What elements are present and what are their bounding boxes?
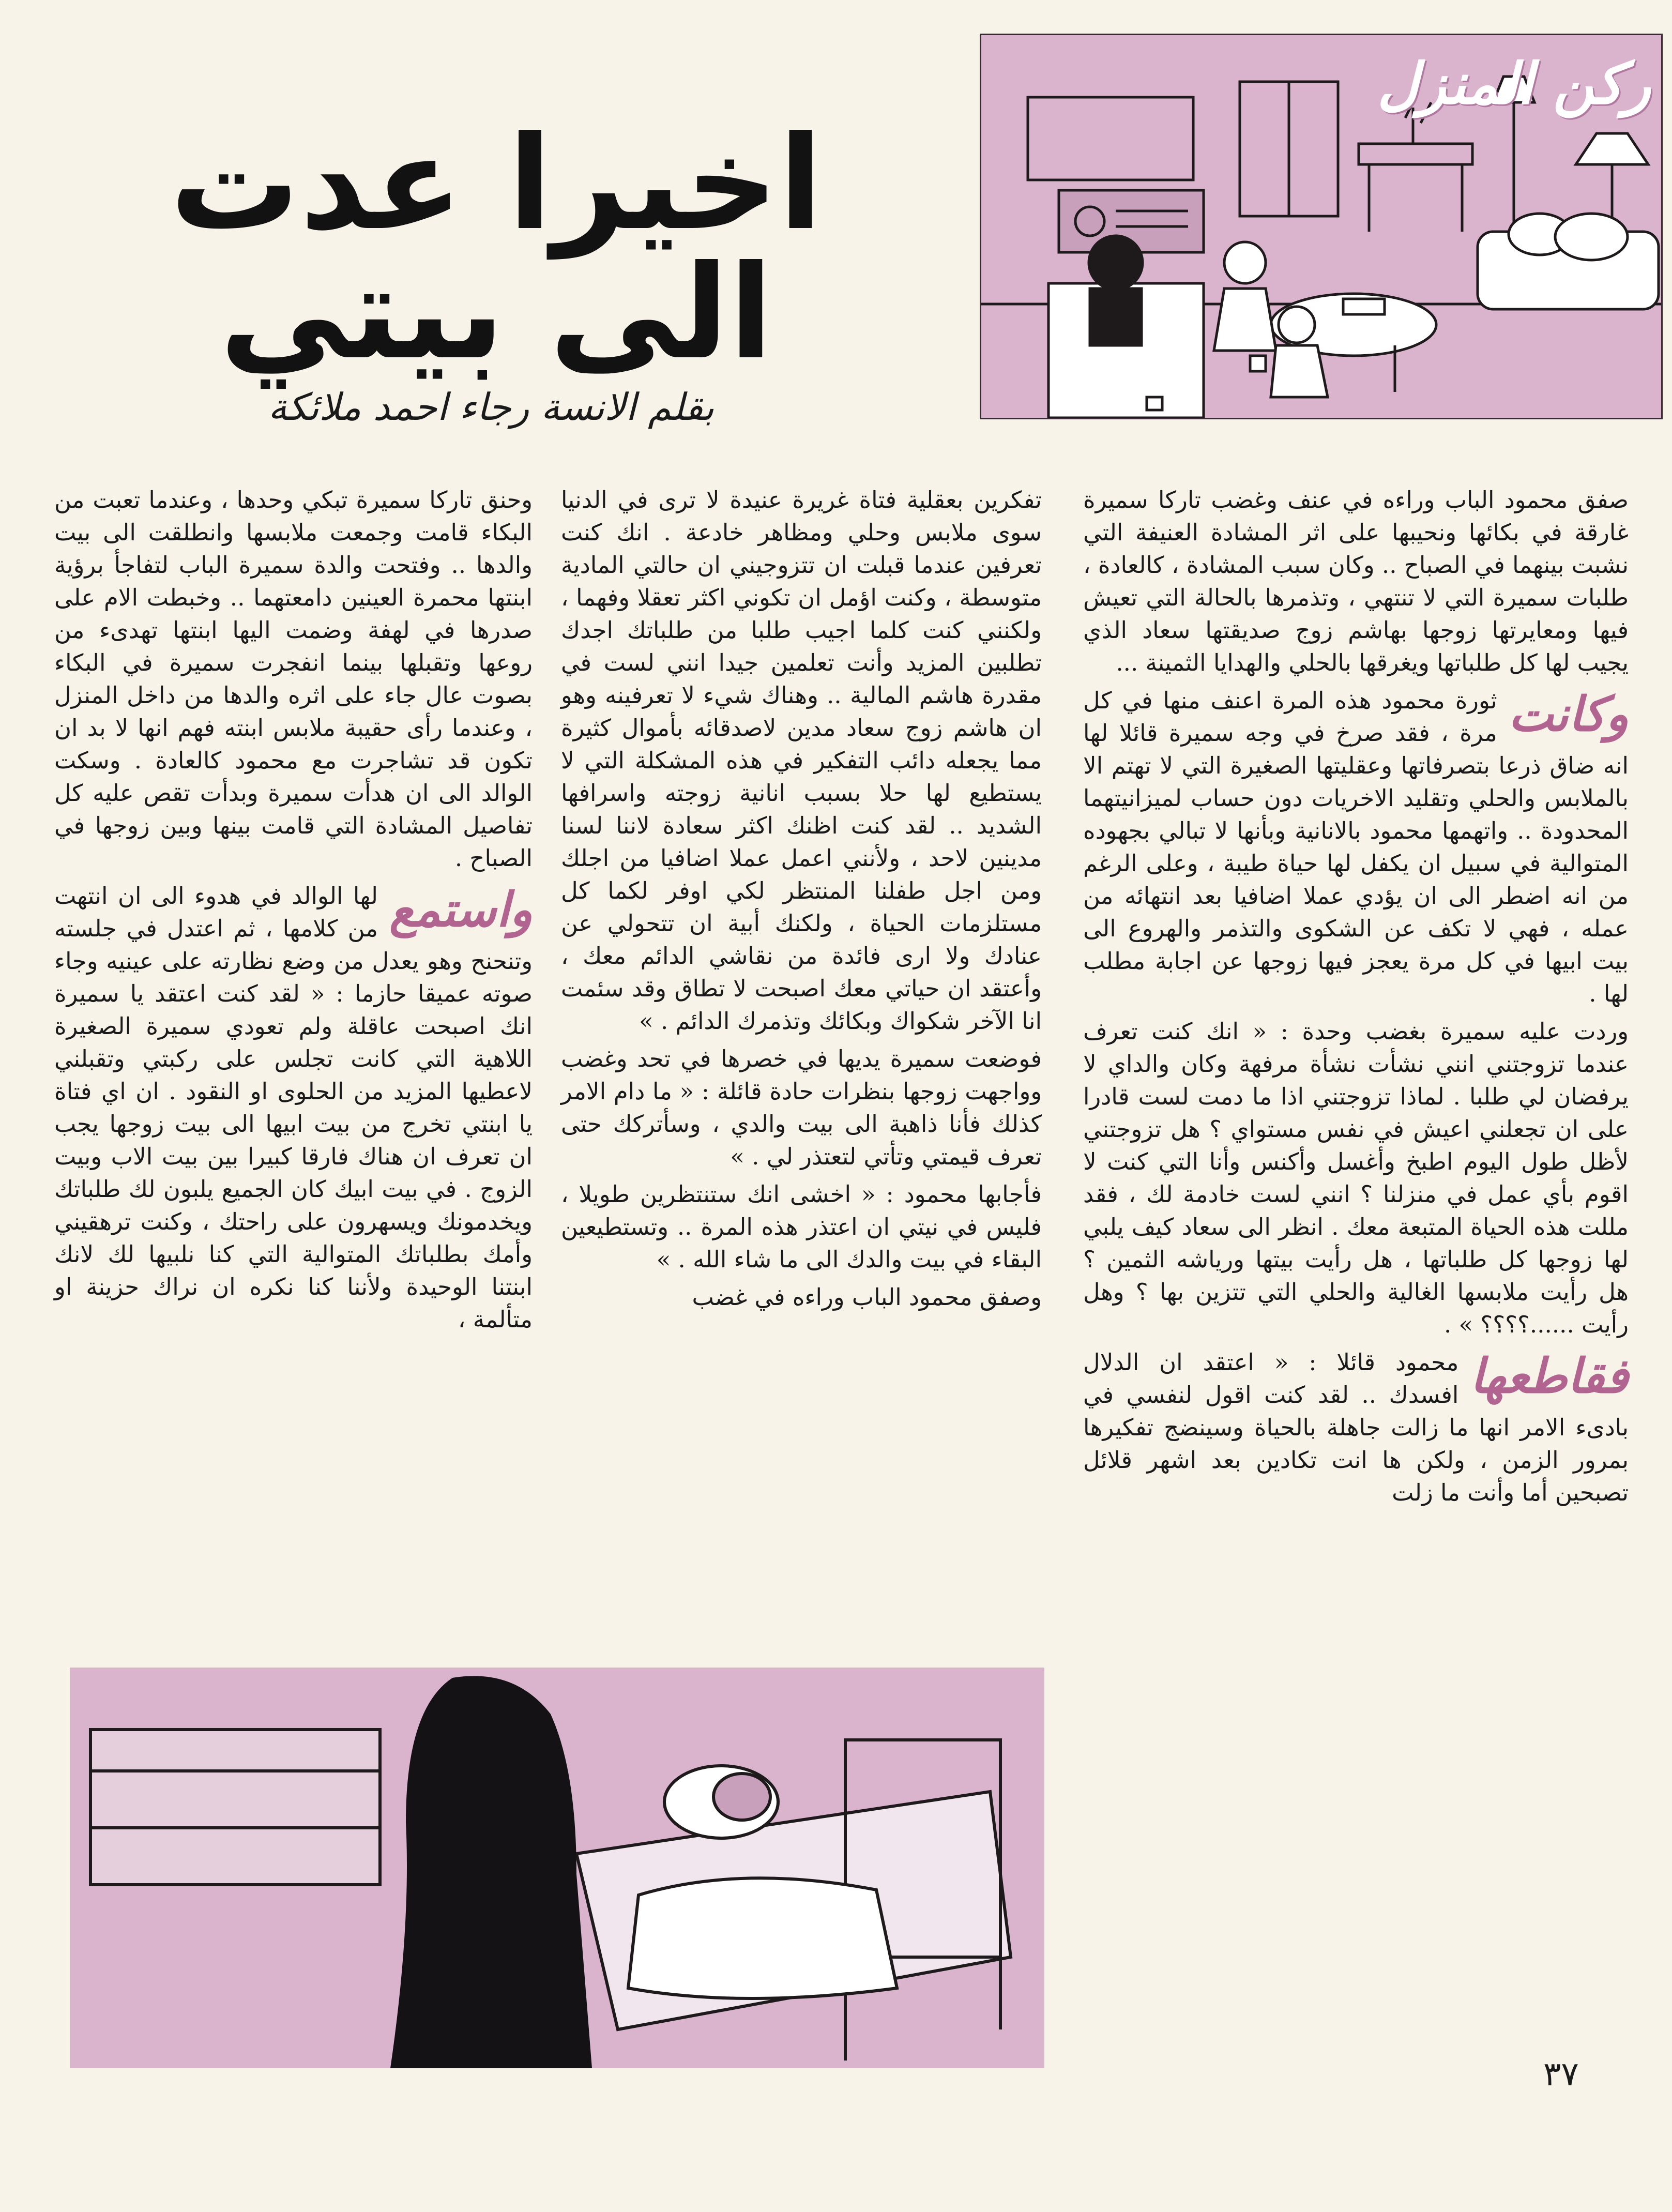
article-column-middle	[561, 483, 1042, 1564]
paragraph-text: محمود قائلا : « اعتقد ان الدلال افسدك .. لقد كنت اقول لنفسي في بادىء الامر انها ما زالت جاهلة بالحياة وسينضج تفكيرها بمرور الزمن ، ولكن ها انت تكادين بعد اشهر قلائل تصبحين أما وأنت ما زلت	[1083, 1349, 1629, 1506]
paragraph: فوضعت سميرة يديها في خصرها في تحد وغضب وواجهت زوجها بنظرات حادة قائلة : « ما دام الامر كذلك فأنا ذاهبة الى بيت والدي ، وسأتركك حتى تعرف قيمتي وتأتي لتعتذر لي . »	[561, 1045, 1042, 1170]
drop-word: وكانت	[1508, 687, 1629, 742]
article-title: اخيرا عدت الى بيتي	[170, 108, 823, 388]
paragraph: تفكرين بعقلية فتاة غريرة عنيدة لا ترى في الدنيا سوى ملابس وحلي ومظاهر خادعة . انك كنت تعرفين عندما قبلت ان تتزوجيني ان حالتي المادية متوسطة ، وكنت اؤمل ان تكوني اكثر تعقلا وفهما ، ولكنني كنت كلما اجيب طلبا من طلباتك اجدك تطلبين المزيد وأنت تعلمين جيدا انني لست في مقدرة هاشم المالية .. وهناك شيء لا تعرفينه وهو ان هاشم زوج سعاد مدين لاصدقائه بأموال كثيرة مما يجعله دائب التفكير في هذه المشكلة التي لا يستطيع لها حلا بسبب انانية زوجته واسرافها الشديد .. لقد كنت اظنك اكثر سعادة لاننا لسنا مدينين لاحد ، ولأنني اعمل عملا اضافيا من اجلك ومن اجل طفلنا المنتظر لكي اوفر لكما كل مستلزمات الحياة ، ولكنك أبية ان تتحولي عن عنادك ولا ارى فائدة من نقاشي الدائم معك ، وأعتقد ان حياتي معك اصبحت لا تطاق وقد سئمت انا الآخر شكواك وبكائك وتذمرك الدائم . »	[561, 486, 1042, 1035]
article-byline: بقلم الانسة رجاء احمد ملائكة	[268, 385, 715, 429]
drop-word: واستمع	[389, 882, 533, 937]
paragraph: وصفق محمود الباب وراءه في غضب	[692, 1283, 1042, 1311]
paragraph	[1083, 1346, 1629, 1509]
paragraph-text: لها الوالد في هدوء الى ان انتهت من كلامها ، ثم اعتدل في جلسته وتنحنح وهو يعدل من وضع نظارته على عينيه وجاء صوته عميقا حازما : « لقد كنت اعتقد يا سميرة انك اصبحت عاقلة ولم تعودي سميرة الصغيرة اللاهية التي كانت تجلس على ركبتي وتقبلني لاعطيها المزيد من الحلوى او النقود . ان اي فتاة يا ابنتي تخرج من بيت ابيها الى بيت زوجها يجب ان تعرف ان هناك فارقا كبيرا بين بيت الاب وبيت الزوج . في بيت ابيك كان الجميع يلبون لك طلباتك ويخدمونك ويسهرون على راحتك ، وكنت ترهقيني وأمك بطلباتك المتوالية التي كنا نلبيها لك لانك ابنتنا الوحيدة ولأننا كنا نكره ان نراك حزينة او متألمة ،	[54, 882, 533, 1333]
living-room-illustration	[980, 34, 1663, 419]
paragraph: صفق محمود الباب وراءه في عنف وغضب تاركا سميرة غارقة في بكائها ونحيبها على اثر المشادة العنيفة التي نشبت بينهما في الصباح .. وكان سبب المشادة ، كالعادة ، طلبات سميرة التي لا تنتهي ، وتذمرها بالحالة التي تعيش فيها ومعايرتها زوجها بهاشم زوج صديقتها سعاد الذي يجيب لها كل طلباتها ويغرقها بالحلي والهدايا الثمينة ...	[1083, 486, 1629, 676]
paragraph-text: ثورة محمود هذه المرة اعنف منها في كل مرة ، فقد صرخ في وجه سميرة قائلا لها انه ضاق ذرعا بتصرفاتها وعقليتها الصغيرة التي لا تهتم الا بالملابس والحلي وتقليد الاخريات دون حساب لميزانيتهما المحدودة .. واتهمها محمود بالانانية وبأنها لا تبالي بجهوده المتوالية في سبيل ان يكفل لها حياة طيبة ، وعلى الرغم من انه اضطر الى ان يؤدي عملا اضافيا بعد انتهائه من عمله ، فهي لا تكف عن الشكوى والتذمر والهروع الى بيت ابيها في كل مرة يعجز فيها زوجها عن اجابة مطلب لها .	[1083, 687, 1629, 1007]
drop-word: فقاطعها	[1470, 1349, 1629, 1404]
paragraph	[1083, 684, 1629, 1010]
paragraph: وردت عليه سميرة بغضب وحدة : « انك كنت تعرف عندما تزوجتني انني نشأت نشأة مرفهة وكان والداي لا يرفضان لي طلبا . لماذا تزوجتني اذا ما دمت لست قادرا على ان تجعلني اعيش في نفس مستواي ؟ هل تزوجتني لأظل طول اليوم اطبخ وأغسل وأكنس وأنا التي كنت لا اقوم بأي عمل في منزلنا ؟ انني لست خادمة لك ، فقد مللت هذه الحياة المتبعة معك . انظر الى سعاد كيف يلبي لها زوجها كل طلباتها ، هل رأيت بيتها ورياشه الثمين ؟ هل رأيت ملابسها الغالية والحلي التي تتزين بها ؟ وهل رأيت ......؟؟؟؟ » .	[1083, 1018, 1629, 1338]
paragraph: وحنق تاركا سميرة تبكي وحدها ، وعندما تعبت من البكاء قامت وجمعت ملابسها وانطلقت الى بيت والدها .. وفتحت والدة سميرة الباب لتفاجأ برؤية ابنتها محمرة العينين دامعتهما .. وخبطت الام على صدرها في لهفة وضمت اليها ابنتها تهدىء من روعها وتقبلها بينما انفجرت سميرة في البكاء بصوت عال جاء على اثره والدها من داخل المنزل ، وعندما رأى حقيبة ملابس ابنته فهم انها لا بد ان تكون قد تشاجرت مع محمود كالعادة . وسكت الوالد الى ان هدأت سميرة وبدأت تقص عليه كل تفاصيل المشادة التي قامت بينها وبين زوجها في الصباح .	[54, 486, 533, 872]
page-number: ٣٧	[1543, 2055, 1579, 2094]
paragraph: فأجابها محمود : « اخشى انك ستنتظرين طويلا ، فليس في نيتي ان اعتذر هذه المرة .. وتستطيعين البقاء في بيت والدك الى ما شاء الله . »	[561, 1180, 1042, 1273]
article-column-left	[54, 483, 533, 1564]
hospital-illustration	[70, 1668, 1044, 2068]
article-column-right	[1083, 483, 1629, 2055]
hospital-drawing	[70, 1668, 1044, 2068]
paragraph	[54, 880, 533, 1336]
section-corner-label: ركن المنزل	[1377, 51, 1651, 117]
